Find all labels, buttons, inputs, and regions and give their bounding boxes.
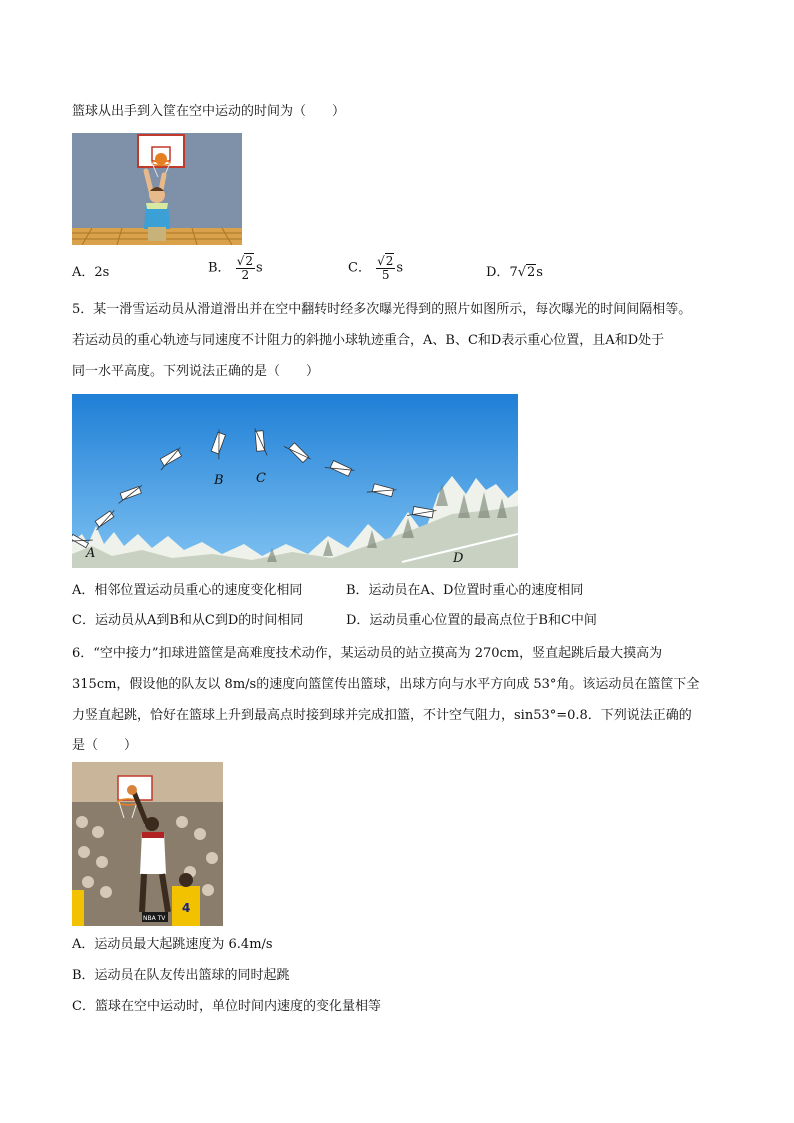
basketball-shot-figure bbox=[72, 133, 242, 245]
q5-stem-line-3: 同一水平高度。下列说法正确的是（ ） bbox=[72, 364, 320, 379]
q4-option-a: A．2s bbox=[72, 265, 110, 280]
figure-label-a: A bbox=[86, 546, 96, 561]
q4-option-c: C． √ $\frac{2}{5}$ s bbox=[348, 255, 403, 282]
q4-option-b-fraction: √ $\frac{2}{2}$ bbox=[236, 255, 255, 282]
dunk-photo-figure bbox=[72, 762, 223, 926]
q6-stem-line-3: 力竖直起跳，恰好在篮球上升到最高点时接到球并完成扣篮，不计空气阻力，sin53°=0.8．下列说法正确的 bbox=[72, 708, 692, 723]
q6-stem-line-4: 是（ ） bbox=[72, 738, 138, 753]
q4-option-c-fraction: √ $\frac{2}{5}$ bbox=[376, 255, 395, 282]
q6-option-a: A．运动员最大起跳速度为 6.4m/s bbox=[72, 937, 273, 952]
q5-stem-line-1: 5．某一滑雪运动员从滑道滑出并在空中翻转时经多次曝光得到的照片如图所示，每次曝光的时间间隔相等。 bbox=[72, 302, 692, 317]
figure-label-b: B bbox=[214, 473, 224, 488]
figure-label-c: C bbox=[256, 471, 266, 486]
q6-stem-line-1: 6．“空中接力”扣球进篮筐是高难度技术动作，某运动员的站立摸高为 270cm，竖直起跳后最大摸高为 bbox=[72, 646, 663, 661]
q6-option-b: B．运动员在队友传出篮球的同时起跳 bbox=[72, 968, 290, 983]
q5-option-d: D．运动员重心位置的最高点位于B和C中间 bbox=[346, 613, 597, 628]
q5-option-a: A．相邻位置运动员重心的速度变化相同 bbox=[72, 583, 303, 598]
q4-stem-tail: 篮球从出手到入筐在空中运动的时间为（ ） bbox=[72, 104, 346, 119]
q4-option-b: B． √ $\frac{2}{2}$ s bbox=[208, 255, 263, 282]
ski-jumper-figure bbox=[72, 394, 518, 568]
q5-stem-line-2: 若运动员的重心轨迹与同速度不计阻力的斜抛小球轨迹重合，A、B、C和D表示重心位置，且A和D处于 bbox=[72, 333, 665, 348]
q4-option-d: D．7√ 2s bbox=[486, 264, 543, 282]
q5-option-c: C．运动员从A到B和从C到D的时间相同 bbox=[72, 613, 304, 628]
jersey-number: 4 bbox=[182, 901, 191, 915]
q5-option-b: B．运动员在A、D位置时重心的速度相同 bbox=[346, 583, 584, 598]
nba-tv-logo: NBA TV bbox=[143, 915, 166, 922]
figure-label-d: D bbox=[453, 551, 464, 566]
q6-stem-line-2: 315cm，假设他的队友以 8m/s的速度向篮筐传出篮球，出球方向与水平方向成 53°角。该运动员在篮筐下全 bbox=[72, 677, 700, 692]
q6-option-c: C．篮球在空中运动时，单位时间内速度的变化量相等 bbox=[72, 999, 381, 1014]
